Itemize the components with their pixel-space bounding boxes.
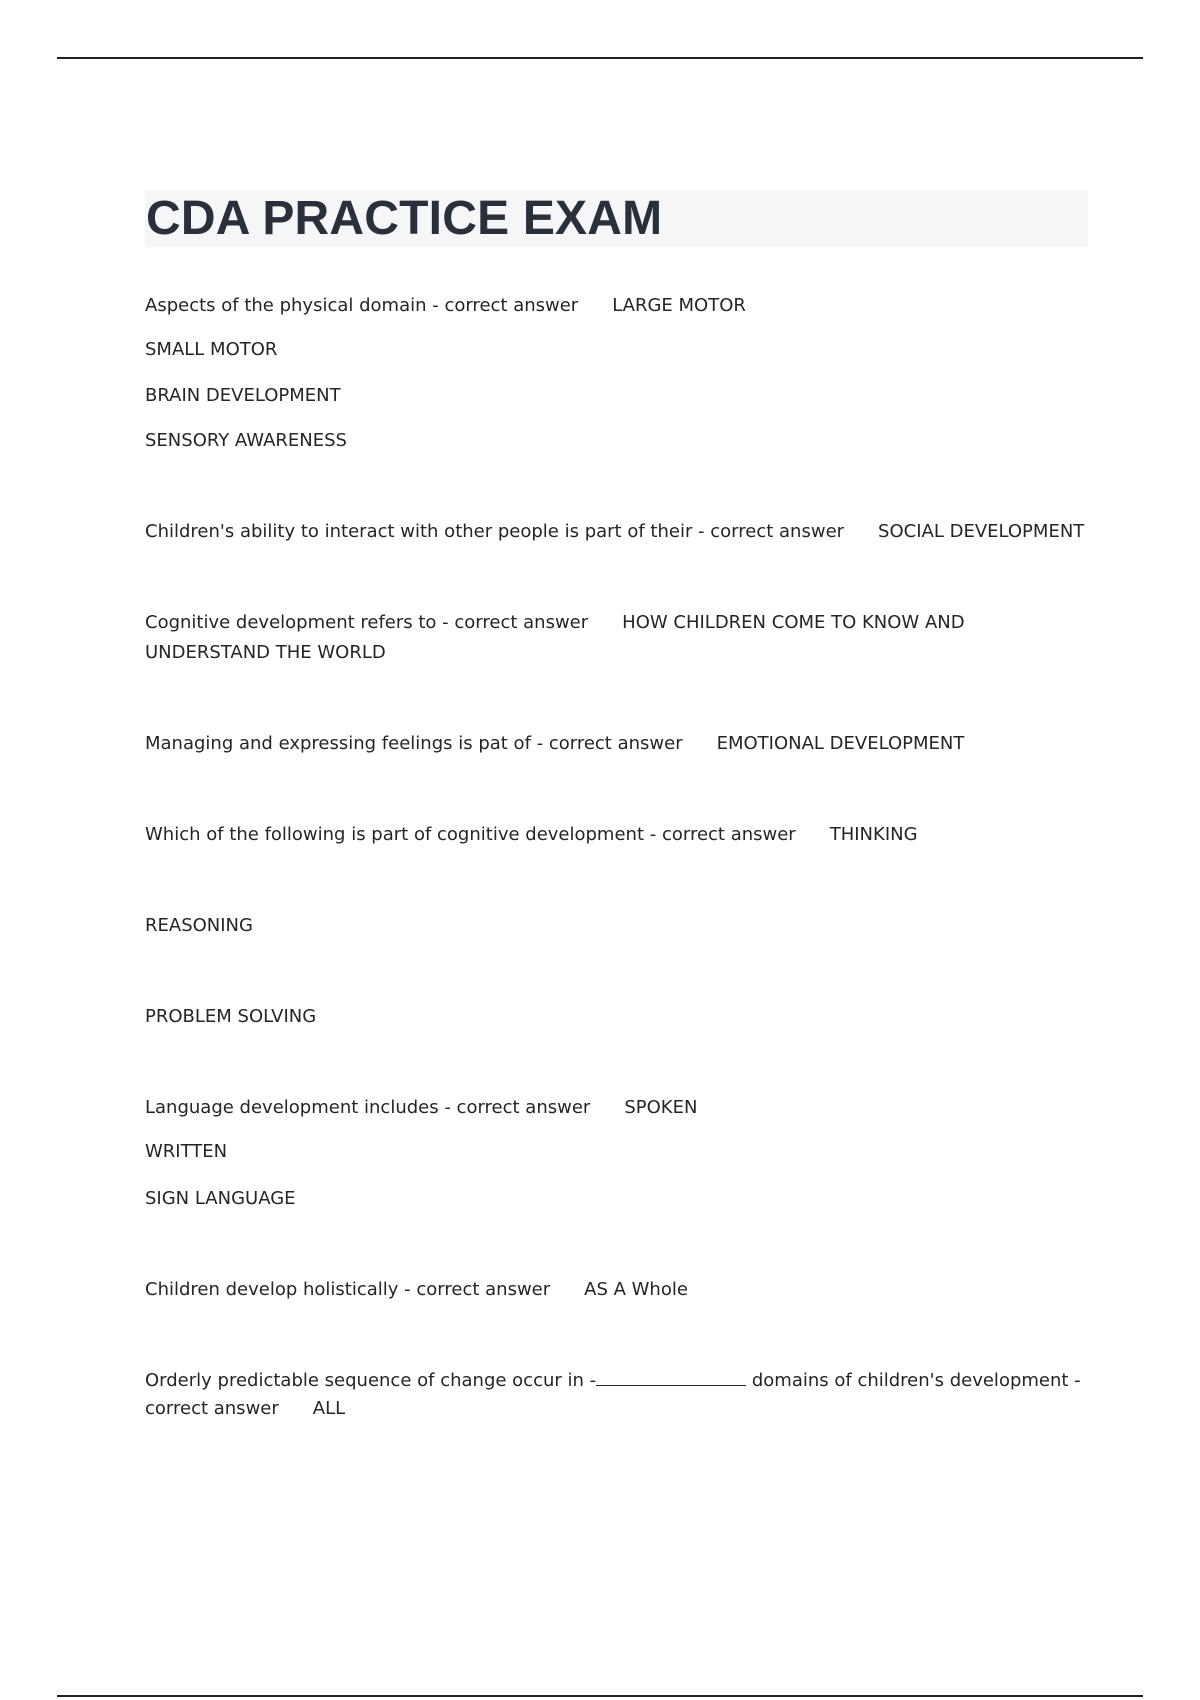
question-1-answer-1: LARGE MOTOR — [612, 295, 746, 316]
question-3-answer-line-1: HOW CHILDREN COME TO KNOW AND — [622, 612, 965, 633]
question-7 — [145, 1275, 688, 1305]
question-5-answer-2: REASONING — [145, 915, 253, 936]
question-5-answer-3: PROBLEM SOLVING — [145, 1006, 317, 1027]
question-8-answer: ALL — [312, 1398, 346, 1419]
question-6-answer-1: SPOKEN — [624, 1097, 698, 1118]
question-6-answer-2: WRITTEN — [145, 1141, 228, 1162]
question-4-text: Managing and expressing feelings is pat of - correct answer — [145, 733, 683, 754]
question-4-answer: EMOTIONAL DEVELOPMENT — [716, 733, 965, 754]
question-3-text: Cognitive development refers to - correct answer — [145, 612, 589, 633]
fill-in-blank — [596, 1367, 746, 1386]
question-8-text-part-1: Orderly predictable sequence of change occur in - — [145, 1370, 597, 1391]
question-6 — [145, 1093, 697, 1123]
question-5-text: Which of the following is part of cognitive development - correct answer — [145, 824, 796, 845]
question-4 — [145, 729, 964, 759]
question-8-text-part-2: domains of children's development - — [751, 1370, 1081, 1391]
question-8-text-part-3: correct answer — [145, 1398, 279, 1419]
question-2-text: Children's ability to interact with other people is part of their - correct answer — [145, 521, 845, 542]
question-2 — [145, 517, 1084, 547]
question-2-answer: SOCIAL DEVELOPMENT — [878, 521, 1085, 542]
question-3-answer-line-2: UNDERSTAND THE WORLD — [145, 642, 386, 663]
question-8 — [145, 1366, 1081, 1396]
question-5 — [145, 820, 918, 850]
question-8-continued — [145, 1394, 345, 1424]
question-6-answer-3: SIGN LANGUAGE — [145, 1188, 296, 1209]
question-1 — [145, 291, 746, 321]
question-7-text: Children develop holistically - correct answer — [145, 1279, 551, 1300]
question-1-text: Aspects of the physical domain - correct answer — [145, 295, 579, 316]
question-3 — [145, 608, 965, 638]
bottom-rule — [57, 1695, 1143, 1697]
question-5-answer-1: THINKING — [829, 824, 918, 845]
question-7-answer: AS A Whole — [584, 1279, 688, 1300]
question-6-text: Language development includes - correct answer — [145, 1097, 591, 1118]
question-1-answer-2: SMALL MOTOR — [145, 339, 278, 360]
question-1-answer-3: BRAIN DEVELOPMENT — [145, 385, 341, 406]
top-rule — [57, 57, 1143, 59]
question-1-answer-4: SENSORY AWARENESS — [145, 430, 347, 451]
page-title: CDA PRACTICE EXAM — [146, 192, 663, 245]
